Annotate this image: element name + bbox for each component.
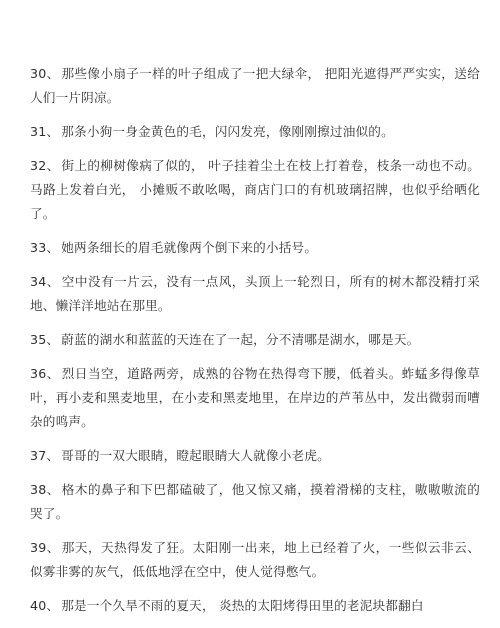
item-number: 39、 [30, 540, 60, 555]
item-number: 38、 [30, 482, 60, 497]
item-number: 35、 [30, 332, 60, 347]
item-text: 那条小狗一身金黄色的毛，闪闪发亮，像刚刚擦过油似的。 [61, 124, 394, 139]
item-text: 蔚蓝的湖水和蓝蓝的天连在了一起，分不清哪是湖水，哪是天。 [61, 332, 420, 347]
list-item [30, 478, 480, 526]
item-text: 街上的柳树像病了似的， 叶子挂着尘土在枝上打着卷，枝条一动也不动。马路上发着白光， 小摊贩不敢吆喝，商店门口的有机玻璃招牌，也似乎给晒化了。 [30, 158, 480, 221]
item-text: 烈日当空，道路两旁，成熟的谷物在热得弯下腰，低着头。蚱蜢多得像草叶，再小麦和黑麦地里，在小麦和黑麦地里，在岸边的芦苇丛中，发出微弱而嘈杂的鸣声。 [30, 366, 480, 429]
list-item [30, 270, 480, 318]
item-text: 她两条细长的眉毛就像两个倒下来的小括号。 [61, 240, 318, 255]
list-item [30, 362, 480, 434]
sentence-list [30, 62, 480, 628]
item-text: 格木的鼻子和下巴都磕破了，他又惊又痛，摸着滑梯的支柱，嗷嗷嗷流的哭了。 [30, 482, 480, 521]
item-number: 34、 [30, 274, 60, 289]
item-number: 32、 [30, 158, 60, 173]
list-item [30, 536, 480, 584]
item-text: 空中没有一片云，没有一点风，头顶上一轮烈日，所有的树木都没精打采地、懒洋洋地站在那里。 [30, 274, 480, 313]
item-text: 哥哥的一双大眼睛，瞪起眼睛大人就像小老虎。 [61, 448, 330, 463]
list-item [30, 328, 480, 352]
item-number: 31、 [30, 124, 60, 139]
item-text: 那是一个久旱不雨的夏天， 炎热的太阳烤得田里的老泥块都翻白 [61, 598, 424, 613]
item-number: 36、 [30, 366, 60, 381]
item-number: 40、 [30, 598, 60, 613]
item-text: 那些像小扇子一样的叶子组成了一把大绿伞， 把阳光遮得严严实实，送给人们一片阴凉。 [30, 66, 480, 105]
list-item [30, 154, 480, 226]
item-number: 37、 [30, 448, 60, 463]
list-item [30, 594, 480, 618]
list-item [30, 120, 480, 144]
item-number: 30、 [30, 66, 60, 81]
list-item [30, 444, 480, 468]
list-item [30, 62, 480, 110]
item-number: 33、 [30, 240, 60, 255]
item-text: 那天，天热得发了狂。太阳刚一出来，地上已经着了火，一些似云非云、似雾非雾的灰气，低低地浮在空中，使人觉得憋气。 [30, 540, 480, 579]
list-item [30, 236, 480, 260]
